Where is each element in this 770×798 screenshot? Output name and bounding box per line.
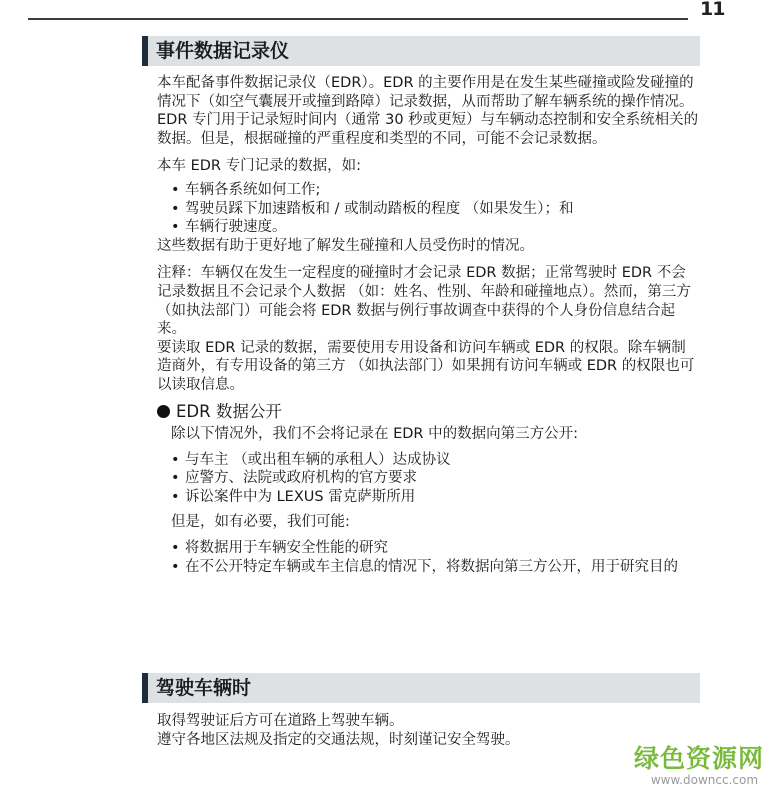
section-body-driving <box>157 712 700 749</box>
list-item: • 在不公开特定车辆或车主信息的情况下，将数据向第三方公开，用于研究目的 <box>171 558 700 577</box>
watermark <box>634 745 764 787</box>
subheading-text: EDR 数据公开 <box>176 401 282 421</box>
paragraph-disclosure: 除以下情况外，我们不会将记录在 EDR 中的数据向第三方公开: <box>171 426 579 443</box>
paragraph-license: 取得驾驶证后方可在道路上驾驶车辆。 <box>157 713 404 729</box>
page-number: 11 <box>700 0 725 20</box>
list-item: • 诉讼案件中为 LEXUS 雷克萨斯所用 <box>171 488 700 507</box>
list-item: • 应警方、法院或政府机构的官方要求 <box>171 469 700 488</box>
subheading-edr-disclosure <box>157 403 700 422</box>
list-item: • 将数据用于车辆安全性能的研究 <box>171 539 700 558</box>
list-item: • 车辆各系统如何工作; <box>171 181 700 200</box>
paragraph-intro: 本车配备事件数据记录仪（EDR）。EDR 的主要作用是在发生某些碰撞或险发碰撞的情况下（如空气囊展开或撞到路障）记录数据，从而帮助了解车辆系统的操作情况。EDR 专门用于记录短时间内（通常 30 秒或更短）与车辆动态控制和安全系统相关的数据。但是，根据碰撞的严重程度和类型的不同，可能不会记录数据。 <box>157 75 699 147</box>
paragraph-may: 但是，如有必要，我们可能: <box>171 514 350 531</box>
paragraph-recorded-data: 本车 EDR 专门记录的数据，如: <box>157 158 362 175</box>
top-rule <box>28 18 688 20</box>
list-item: • 车辆行驶速度。 <box>171 218 700 237</box>
watermark-logo-text: 绿色资源网 <box>634 744 765 773</box>
list-item: • 驾驶员踩下加速踏板和 / 或制动踏板的程度 （如果发生）；和 <box>171 200 700 219</box>
section-body-edr <box>157 74 700 576</box>
disclosure-list <box>157 451 700 507</box>
usage-list <box>157 539 700 576</box>
section-heading-driving: 驾驶车辆时 <box>142 673 700 703</box>
filled-circle-icon <box>157 405 170 418</box>
list-item: • 与车主 （或出租车辆的承租人）达成协议 <box>171 451 700 470</box>
watermark-url: www.downcc.com <box>650 773 759 787</box>
paragraph-regulations: 遵守各地区法规及指定的交通法规，时刻谨记安全驾驶。 <box>157 731 520 748</box>
paragraph-access: 要读取 EDR 记录的数据，需要使用专用设备和访问车辆或 EDR 的权限。除车辆制造商外，有专用设备的第三方 （如执法部门）如果拥有访问车辆或 EDR 的权限也可以读取信息。 <box>157 339 695 393</box>
paragraph-purpose: 这些数据有助于更好地了解发生碰撞和人员受伤时的情况。 <box>157 237 534 254</box>
paragraph-note: 注释：车辆仅在发生一定程度的碰撞时才会记录 EDR 数据；正常驾驶时 EDR 不会记录数据且不会记录个人数据 （如：姓名、性别、年龄和碰撞地点）。然而，第三方 （如执法部门）可能会将 EDR 数据与例行事故调查中获得的个人身份信息结合起来。 <box>157 265 691 338</box>
section-heading-edr: 事件数据记录仪 <box>142 36 700 66</box>
recorded-data-list <box>157 181 700 237</box>
